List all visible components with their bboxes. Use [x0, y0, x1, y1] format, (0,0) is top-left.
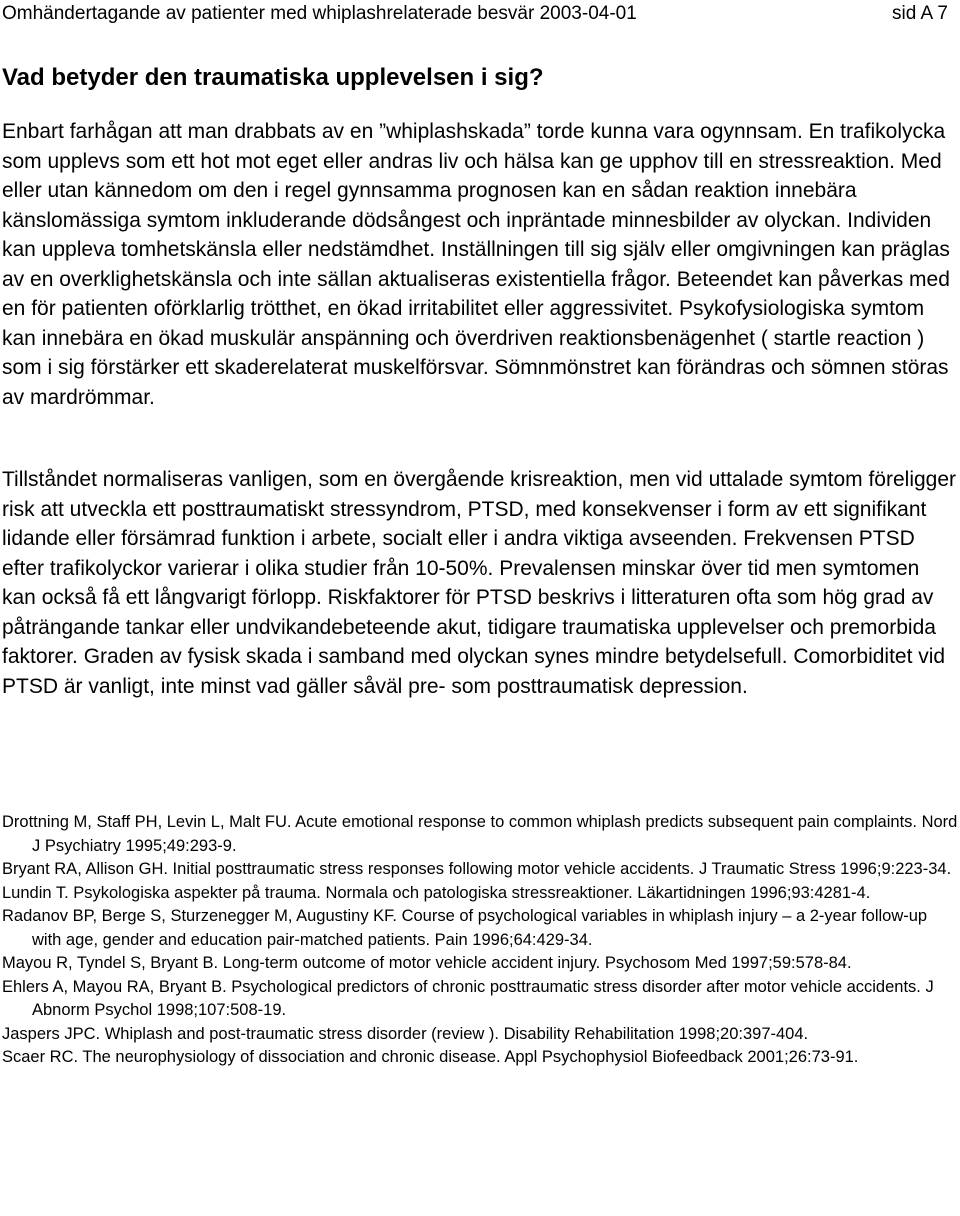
reference-item: Ehlers A, Mayou RA, Bryant B. Psychological predictors of chronic posttraumatic stress disorder after motor vehicle accidents. J Abnorm Psychol 1998;107:508-19. — [2, 977, 934, 1019]
reference-item: Lundin T. Psykologiska aspekter på trauma. Normala och patologiska stressreaktioner. Läkartidningen 1996;93:4281-4. — [2, 883, 871, 902]
header-title: Omhändertagande av patienter med whiplashrelaterade besvär 2003-04-01 — [2, 3, 637, 24]
reference-item: Mayou R, Tyndel S, Bryant B. Long-term outcome of motor vehicle accident injury. Psychosom Med 1997;59:578-84. — [2, 954, 852, 972]
section-heading: Vad betyder den traumatiska upplevelsen i sig? — [2, 64, 544, 91]
reference-item: Bryant RA, Allison GH. Initial posttraumatic stress responses following motor vehicle accidents. J Traumatic Stress 1996;9:223-34. — [2, 860, 952, 878]
reference-item: Scaer RC. The neurophysiology of dissociation and chronic disease. Appl Psychophysiol Biofeedback 2001;26:73-91. — [2, 1048, 859, 1066]
page-number: sid A 7 — [892, 3, 948, 24]
body-paragraph: Enbart farhågan att man drabbats av en ”whiplashskada” torde kunna vara ogynnsam. En trafikolycka som upplevs som ett hot mot eget eller andras liv och hälsa kan ge upphov till en stressreaktion. Med eller utan kännedom om den i regel gynnsamma prognosen kan en sådan reaktion innebära känslomässiga symtom inkluderande dödsångest och inpräntade minnesbilder av olyckan. Individen kan uppleva tomhetskänsla eller nedstämdhet. Inställningen till sig själv eller omgivningen kan präglas av en overklighetskänsla och inte sällan aktualiseras existentiella frågor. Beteendet kan påverkas med en för patienten oförklarlig trötthet, en ökad irritabilitet eller aggressivitet. Psykofysiologiska symtom kan innebära en ökad muskulär anspänning och överdriven reaktionsbenägenhet ( startle reaction ) som i sig förstärker ett skaderelaterat muskelförsvar. Sömnmönstret kan förändras och sömnen störas av mardrömmar. — [2, 120, 950, 409]
reference-item: Radanov BP, Berge S, Sturzenegger M, Augustiny KF. Course of psychological variables in whiplash injury – a 2-year follow-up with age, gender and education pair-matched patients. Pain 1996;64:429-34. — [2, 907, 928, 949]
body-paragraph: Tillståndet normaliseras vanligen, som en övergående krisreaktion, men vid uttalade symtom föreligger risk att utveckla ett posttraumatiskt stressyndrom, PTSD, med konsekvenser i form av ett signifikant lidande eller försämrad funktion i arbete, socialt eller i andra viktiga avseenden. Frekvensen PTSD efter trafikolyckor varierar i olika studier från 10-50%. Prevalensen minskar över tid men symtomen kan också få ett långvarigt förlopp. Riskfaktorer för PTSD beskrivs i litteraturen ofta som hög grad av påträngande tankar eller undvikandebeteende akut, tidigare traumatiska upplevelser och premorbida faktorer. Graden av fysisk skada i samband med olyckan synes mindre betydelsefull. Comorbiditet vid PTSD är vanligt, inte minst vad gäller såväl pre- som posttraumatisk depression. — [2, 468, 957, 698]
reference-item: Jaspers JPC. Whiplash and post-traumatic stress disorder (review ). Disability Rehabilitation 1998;20:397-404. — [2, 1024, 809, 1043]
reference-item: Drottning M, Staff PH, Levin L, Malt FU. Acute emotional response to common whiplash predicts subsequent pain complaints. Nord J Psychiatry 1995;49:293-9. — [2, 813, 958, 855]
page-header — [2, 2, 948, 26]
reference-list — [2, 811, 958, 1070]
